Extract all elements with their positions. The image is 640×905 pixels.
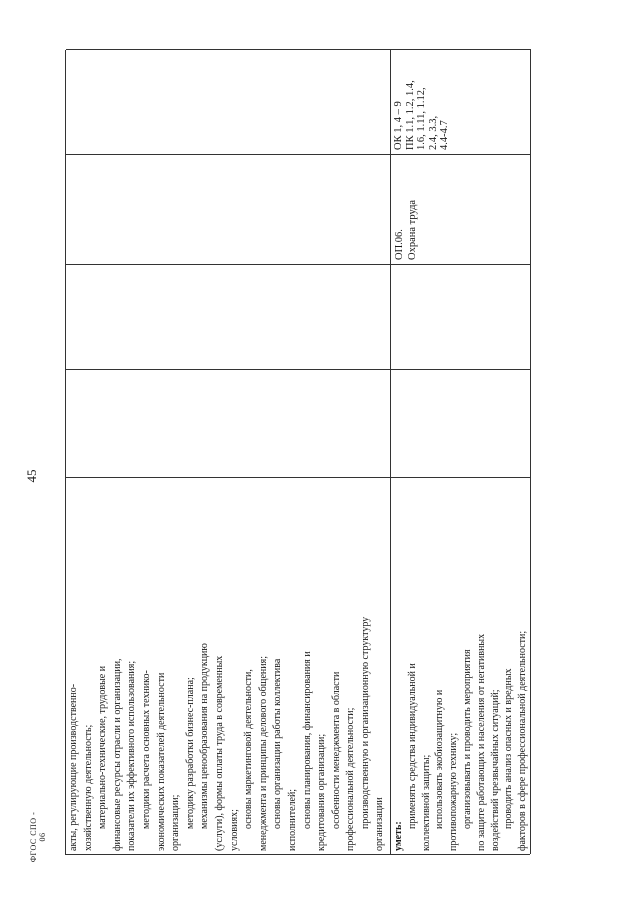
skills-cell: [391, 477, 531, 854]
skill-line: по защите работающих и населения от негативных: [475, 633, 487, 851]
skill-line: уметь:: [393, 821, 404, 851]
know-line: кредитования организации;: [316, 733, 328, 851]
skill-line: использовать экобиозащитную и: [434, 689, 446, 829]
know-line: организации: [374, 797, 386, 851]
know-line: менеджмента и принципы делового общения;: [257, 656, 269, 851]
know-line: показатели их эффективного использования;: [126, 660, 138, 851]
know-line: методику разработки бизнес-плана;: [184, 677, 196, 829]
know-line: экономических показателей деятельности: [155, 672, 167, 851]
competency-line: 1.6, 1.11, 1.12,: [416, 87, 427, 150]
know-line: финансовые ресурсы отрасли и организации,: [111, 658, 123, 851]
know-line: профессиональной деятельности;: [345, 707, 357, 851]
know-line: исполнителей;: [286, 788, 298, 851]
competencies-cell: [391, 49, 531, 154]
competency-line: 2.4, 3.3,: [427, 115, 439, 150]
discipline-name: Охрана труда: [407, 199, 418, 260]
know-line: (услуги), формы оплаты труда в современных: [213, 655, 225, 851]
know-line: особенности менеджмента в области: [330, 671, 342, 829]
row1-col3: [66, 264, 391, 369]
know-line: методики расчета основных технико-: [140, 670, 152, 829]
skill-line: коллективной защиты;: [420, 754, 432, 851]
know-line: основы планирования, финансирования и: [301, 651, 313, 829]
row2-col3: [391, 264, 531, 369]
row1-col2: [66, 369, 391, 477]
skill-line: применять средства индивидуальной и: [406, 663, 418, 829]
know-line: основы организации работы коллектива: [272, 658, 284, 829]
page-number: 45: [24, 469, 39, 483]
competency-line: 4.4-4.7: [439, 120, 450, 150]
skill-line: воздействий чрезвычайных ситуаций;: [489, 689, 501, 851]
row1-col4: [66, 154, 391, 264]
skill-line: противопожарную технику;: [448, 732, 460, 851]
know-cell: [66, 477, 391, 854]
row2-col2: [391, 369, 531, 477]
know-line: хозяйственную деятельность;: [82, 724, 94, 851]
know-line: основы маркетинговой деятельности,: [243, 669, 255, 829]
footer-code: ФГОС СПО - 06: [29, 811, 47, 863]
competency-line: ОК 1, 4 – 9: [393, 101, 404, 150]
know-line: материально-технические, трудовые и: [97, 665, 109, 829]
know-line: механизмы ценообразования на продукцию: [199, 643, 211, 829]
know-line: условиях;: [228, 809, 240, 851]
skill-line: проводить анализ опасных и вредных: [503, 668, 515, 829]
curriculum-table: [65, 50, 530, 855]
know-line: организации;: [170, 794, 182, 851]
know-line: акты, регулирующие производственно-: [68, 683, 79, 851]
discipline-cell: [391, 154, 531, 264]
skill-line: факторов в сфере профессиональной деятельности;: [517, 630, 529, 851]
discipline-code: ОП.06.: [394, 229, 405, 260]
know-line: производственную и организационную структуру: [359, 616, 371, 829]
row1-col5: [66, 49, 391, 154]
competency-line: ПК 1.1, 1.2, 1.4,: [404, 80, 416, 150]
skill-line: организовывать и проводить мероприятия: [461, 649, 473, 829]
